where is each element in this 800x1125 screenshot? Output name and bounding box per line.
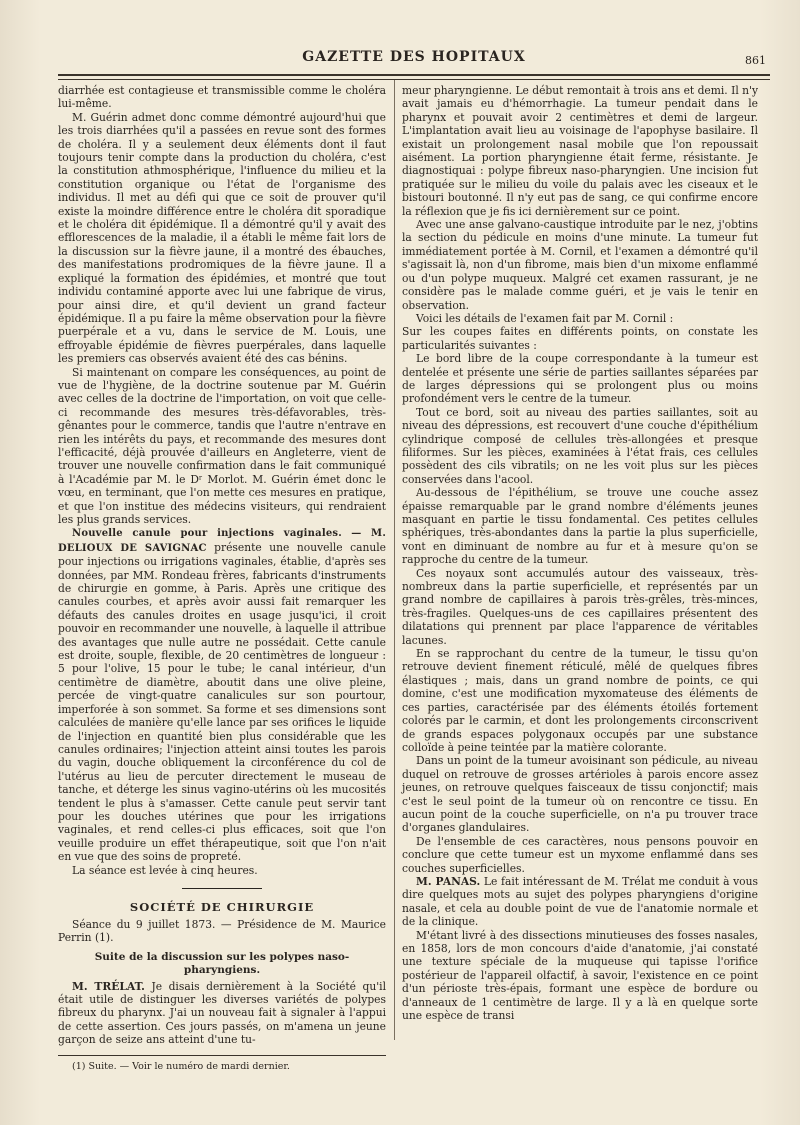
- paragraph: Voici les détails de l'examen fait par M. Cornil :: [416, 311, 674, 325]
- paragraph: Le bord libre de la coupe correspondante à la tumeur est dentelée et présente une série de parties saillantes séparées par de larges dépressions qui se prolongent plus ou moins profondément vers le centre de la tumeur.: [402, 352, 758, 406]
- header-rule-thin: [58, 79, 770, 80]
- header-rule: [58, 74, 770, 76]
- paragraph: Dans un point de la tumeur avoisinant son pédicule, au niveau duquel on retrouve de grosses artérioles à parois encore assez jeunes, on retrouve quelques faisceaux de tissu conjonctif; mais c'est le seul point de la tumeur où on rencontre ce tissu. En aucun point de la couche superficielle, on n'a pu trouver trace d'organes glandulaires.: [402, 754, 758, 835]
- paragraph: Sur les coupes faites en différents points, on constate les particularités suivantes :: [402, 325, 758, 352]
- paragraph: M. Guérin admet donc comme démontré aujourd'hui que les trois diarrhées qu'il a passées en revue sont des formes de choléra. Il y a seulement deux éléments dont il faut toujours tenir compte dans la production du choléra, c'est la constitution athmosphérique, l'influence du milieu et la constitution organique ou l'état de l'organisme des individus. Il met au défi qui que ce soit de prouver qu'il existe la moindre différence entre le choléra dit sporadique et le choléra dit épidémique. Il a démontré qu'il y avait des efflorescences de la maladie, il a établi le même fait lors de la discussion sur la fièvre jaune, il a montré des ébauches, des manifestations prodromiques de la fièvre jaune. Il a expliqué la formation des épidémies, et montré que tout individu contaminé apporte avec lui une fabrique de virus, pour ainsi dire, et qu'il devient un grand facteur épidémique. Il a pu faire la même observation pour la fièvre puerpérale et a vu, dans le service de M. Louis, une effroyable épidémie de fièvres puerpérales, dans laquelle les premiers cas observés avaient été des cas bénins.: [58, 110, 386, 366]
- paragraph: Tout ce bord, soit au niveau des parties saillantes, soit au niveau des dépressions, est recouvert d'une couche d'épithélium cylindrique composé de cellules très-allongées et presque filiformes. Sur les pièces, examinées à l'état frais, ces cellules possèdent des cils vibratils; on ne les voit plus sur les pièces conservées dans l'acool.: [402, 405, 758, 486]
- left-column: [58, 84, 386, 1073]
- journal-title: GAZETTE DES HOPITAUX: [302, 49, 526, 65]
- speaker-text: Je disais dernièrement à la Société qu'il était utile de distinguer les diverses variétés de polypes fibreux du pharynx. J'ai un nouveau fait à signaler à l'appui de cette assertion. Ces jours passés, on m'amena un jeune garçon de seize ans atteint d'une tu-: [58, 979, 386, 1047]
- closing-line: La séance est levée à cinq heures.: [72, 863, 258, 877]
- paragraph: diarrhée est contagieuse et transmissible comme le choléra lui-même.: [58, 84, 386, 111]
- panas-paragraph: [402, 875, 758, 929]
- right-column: [402, 84, 758, 1022]
- footnote: (1) Suite. — Voir le numéro de mardi dernier.: [72, 1060, 290, 1072]
- paragraph: Si maintenant on compare les conséquences, au point de vue de l'hygiène, de la doctrine soutenue par M. Guérin avec celles de la doctrine de l'importation, on voit que celle-ci recommande des mesures très-défavorables, très-gênantes pour le commerce, tandis que l'autre n'entrave en rien les intérêts du pays, et recommande des mesures dont l'efficacité, déjà prouvée d'ailleurs en Angleterre, vient de trouver une nouvelle confirmation dans le fait communiqué à l'Académie par M. le Dʳ Morlot. M. Guérin émet donc le vœu, en terminant, que l'on mette ces mesures en pratique, et que l'on institue des médecins visiteurs, qui rendraient les plus grands services.: [58, 365, 386, 526]
- column-divider: [394, 80, 395, 1040]
- discussion-title: Suite de la discussion sur les polypes naso-pharyngiens.: [94, 950, 350, 976]
- speaker-text: Le fait intéressant de M. Trélat me conduit à vous dire quelques mots au sujet des polypes pharyngiens d'origine nasale, et cela au double point de vue de l'anatomie normale et de la clinique.: [402, 874, 758, 929]
- trelat-paragraph: [58, 980, 386, 1047]
- paragraph: meur pharyngienne. Le début remontait à trois ans et demi. Il n'y avait jamais eu d'hémorrhagie. La tumeur pendait dans le pharynx et pouvait avoir 2 centimètres et demi de largeur. L'implantation avait lieu au voisinage de l'apophyse basilaire. Il existait un prolongement nasal mobile que l'on repoussait aisément. La portion pharyngienne était ferme, résistante. Je diagnostiquai : polype fibreux naso-pharyngien. Une incision fut pratiquée sur le milieu du voile du palais avec les ciseaux et le bistouri boutonné. Il n'y eut pas de sang, ce qui confirme encore la réflexion que je fis ici dernièrement sur ce point.: [402, 84, 758, 218]
- item-title: Nouvelle canule pour injections vaginales.: [72, 528, 342, 540]
- paragraph: M'étant livré à des dissections minutieuses des fosses nasales, en 1858, lors de mon concours d'aide d'anatomie, j'ai constaté une texture spéciale de la muqueuse qui tapisse l'orifice postérieur de l'appareil olfactif, à savoir, l'existence en ce point d'un périoste très-épais, formant une espèce de bordure ou d'anneaux de 1 centimètre de large. Il y a là en quelque sorte une espèce de transi: [402, 928, 758, 1023]
- page-header: [58, 44, 770, 76]
- section-title: SOCIÉTÉ DE CHIRURGIE: [129, 900, 315, 915]
- paragraph: En se rapprochant du centre de la tumeur, le tissu qu'on retrouve devient finement réticulé, mêlé de quelques fibres élastiques ; mais, dans un grand nombre de points, ce qui domine, c'est une modification myxomateuse des éléments de ces parties, caractérisée par des éléments étoilés fortement colorés par le carmin, et dont les prolongements circonscrivent de grands espaces polygonaux occupés par une substance colloïde à peine teintée par la matière colorante.: [402, 647, 758, 754]
- separator: [58, 882, 386, 895]
- seance-line: Séance du 9 juillet 1873. — Présidence de M. Maurice Perrin (1).: [58, 917, 386, 945]
- footnote-rule: [58, 1055, 386, 1056]
- page-number: 861: [745, 54, 766, 67]
- speaker-name: M. PANAS.: [416, 874, 481, 888]
- item-author: — M. DELIOUX DE SAVIGNAC: [58, 528, 386, 554]
- paragraph: Ces noyaux sont accumulés autour des vaisseaux, très-nombreux dans la partie superficielle, et représentés par un grand nombre de capillaires à parois très-grêles, très-minces, très-fragiles. Quelques-uns de ces capillaires présentent des dilatations qui prennent par place l'apparence de véritables lacunes.: [402, 566, 758, 647]
- paragraph: Avec une anse galvano-caustique introduite par le nez, j'obtins la section du pédicule en moins d'une minute. La tumeur fut immédiatement portée à M. Cornil, et l'examen a démontré qu'il s'agissait là, non d'un fibrome, mais bien d'un mixome enflammé ou d'un polype muqueux. Malgré cet examen rassurant, je ne considère pas le malade comme guéri, et je vais le tenir en observation.: [402, 218, 758, 312]
- paragraph: Au-dessous de l'épithélium, se trouve une couche assez épaisse remarquable par le grand nombre d'éléments jeunes masquant en partie le tissu fondamental. Ces petites cellules sphériques, très-abondantes dans la partie la plus superficielle, vont en diminuant de nombre au fur et à mesure qu'on se rapproche du centre de la tumeur.: [402, 486, 758, 567]
- item-text: présente une nouvelle canule pour injections ou irrigations vaginales, établie, d'après ses données, par MM. Rondeau frères, fabricants d'instruments de chirurgie en gomme, à Paris. Après une critique des canules courbes, et après avoir aussi fait remarquer les défauts des canules droites en usage jusqu'ici, il croit pouvoir en recommander une nouvelle, à laquelle il attribue des avantages que nulle autre ne possédait. Cette canule est droite, souple, flexible, de 20 centimètres de longueur : 5 pour l'olive, 15 pour le tube; le canal intérieur, d'un centimètre de diamètre, aboutit dans une olive pleine, percée de vingt-quatre canalicules sur son pourtour, imperforée à son sommet. Sa forme et ses dimensions sont calculées de manière qu'elle lance par ses orifices le liquide de l'injection en quantité bien plus considérable que les canules ordinaires; l'injection atteint ainsi toutes les parois du vagin, douche obliquement la circonférence du col de l'utérus au lieu de percuter directement le museau de tanche, et déterge les sinus vagino-utérins où les mucosités tendent le plus à s'amasser. Cette canule peut servir tant pour les douches utérines que pour les irrigations vaginales, et rend celles-ci plus efficaces, soit que l'on veuille produire un effet thérapeutique, soit que l'on n'ait en vue que des soins de propreté.: [58, 540, 386, 864]
- paragraph: De l'ensemble de ces caractères, nous pensons pouvoir en conclure que cette tumeur est un myxome enflammé dans ses couches superficielles.: [402, 834, 758, 875]
- speaker-name: M. TRÉLAT.: [72, 979, 145, 993]
- item-paragraph: [58, 526, 386, 863]
